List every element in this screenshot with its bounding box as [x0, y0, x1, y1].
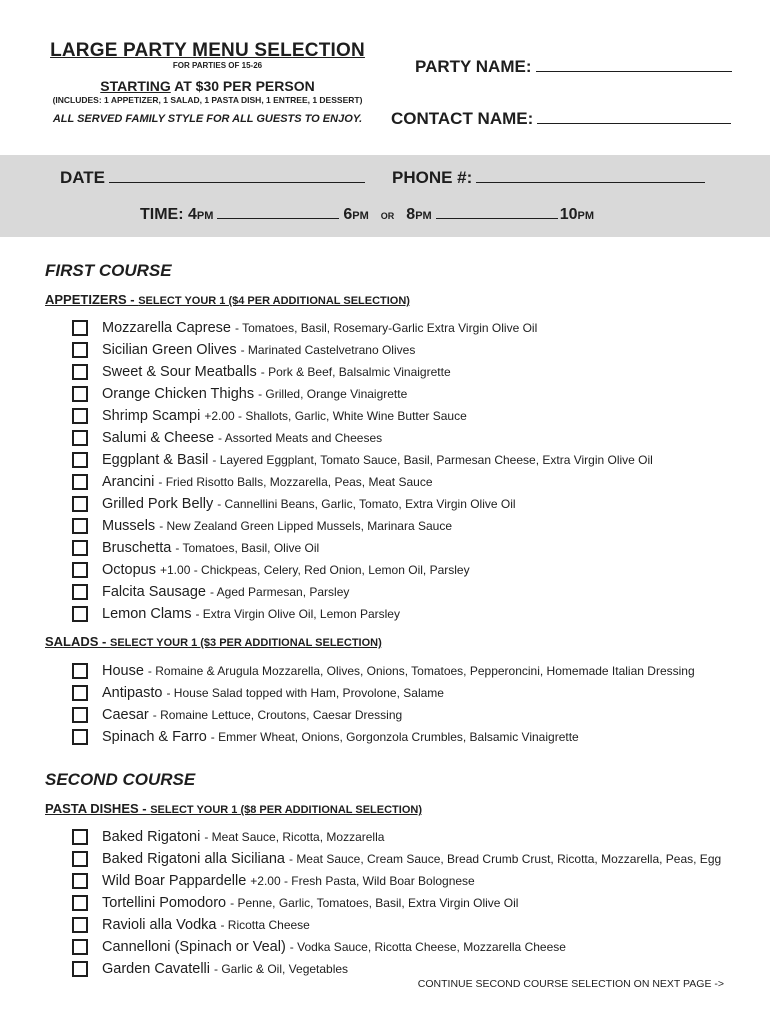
menu-item[interactable]	[72, 515, 452, 537]
item-name: Octopus	[102, 562, 156, 578]
phone-field[interactable]	[392, 168, 705, 188]
party-name-blank[interactable]	[536, 71, 732, 72]
checkbox[interactable]	[72, 606, 88, 622]
second-course-heading: SECOND COURSE	[45, 770, 196, 789]
item-description: - Grilled, Orange Vinaigrette	[258, 387, 408, 401]
family-style-note: ALL SERVED FAMILY STYLE FOR ALL GUESTS TO ENJOY.	[52, 113, 363, 125]
item-name: Caesar	[102, 707, 149, 723]
checkbox[interactable]	[72, 961, 88, 977]
item-name: Falcita Sausage	[102, 584, 206, 600]
or-label: OR	[380, 211, 395, 221]
item-name: Bruschetta	[102, 540, 172, 556]
item-name: Baked Rigatoni	[102, 829, 201, 845]
checkbox[interactable]	[72, 707, 88, 723]
eight-label: 8	[406, 206, 416, 223]
menu-item[interactable]	[72, 383, 407, 405]
menu-item[interactable]	[72, 471, 433, 493]
contact-name-blank[interactable]	[537, 123, 731, 124]
six-label: 6	[343, 206, 353, 223]
checkbox[interactable]	[72, 408, 88, 424]
item-name: Cannelloni (Spinach or Veal)	[102, 939, 286, 955]
item-description: - Meat Sauce, Ricotta, Mozzarella	[204, 830, 385, 844]
checkbox[interactable]	[72, 584, 88, 600]
item-name: Garden Cavatelli	[102, 961, 210, 977]
item-name: Salumi & Cheese	[102, 430, 215, 446]
item-description: - Assorted Meats and Cheeses	[218, 431, 383, 445]
menu-item[interactable]	[72, 726, 579, 748]
item-name: Wild Boar Pappardelle	[102, 873, 247, 889]
checkbox[interactable]	[72, 895, 88, 911]
menu-item[interactable]	[72, 361, 451, 383]
item-name: Lemon Clams	[102, 606, 192, 622]
item-name: Shrimp Scampi	[102, 408, 201, 424]
ten-label: 10	[559, 206, 578, 223]
menu-item[interactable]	[72, 870, 475, 892]
menu-item[interactable]	[72, 493, 516, 515]
checkbox[interactable]	[72, 496, 88, 512]
checkbox[interactable]	[72, 729, 88, 745]
menu-item[interactable]	[72, 936, 566, 958]
continue-note: CONTINUE SECOND COURSE SELECTION ON NEXT PAGE ->	[417, 978, 724, 990]
checkbox[interactable]	[72, 829, 88, 845]
menu-item[interactable]	[72, 317, 537, 339]
time-field	[140, 206, 594, 224]
menu-header	[40, 40, 375, 125]
appetizers-note: SELECT YOUR 1 ($4 PER ADDITIONAL SELECTION)	[138, 295, 410, 307]
item-description: - Romaine Lettuce, Croutons, Caesar Dressing	[152, 708, 403, 722]
checkbox[interactable]	[72, 474, 88, 490]
item-description: - Ricotta Cheese	[220, 918, 310, 932]
item-description: - Tomatoes, Basil, Olive Oil	[175, 541, 320, 555]
item-name: Antipasto	[102, 685, 163, 701]
first-course-heading: FIRST COURSE	[45, 261, 172, 280]
item-description: - Vodka Sauce, Ricotta Cheese, Mozzarella Cheese	[289, 940, 566, 954]
menu-item[interactable]	[72, 848, 721, 870]
item-description: - Fried Risotto Balls, Mozzarella, Peas, Meat Sauce	[158, 475, 433, 489]
item-name: Mussels	[102, 518, 156, 534]
menu-item[interactable]	[72, 449, 653, 471]
menu-item[interactable]	[72, 339, 415, 361]
item-description: - Romaine & Arugula Mozzarella, Olives, Onions, Tomatoes, Pepperoncini, Homemade Italian Dressing	[147, 664, 695, 678]
menu-item[interactable]	[72, 826, 384, 848]
item-description: - Aged Parmesan, Parsley	[209, 585, 350, 599]
appetizers-heading	[45, 292, 410, 307]
item-description: - Meat Sauce, Cream Sauce, Bread Crumb Crust, Ricotta, Mozzarella, Peas, Egg	[288, 852, 722, 866]
item-name: Spinach & Farro	[102, 729, 207, 745]
menu-item[interactable]	[72, 914, 310, 936]
date-label: DATE	[60, 168, 106, 187]
menu-item[interactable]	[72, 682, 444, 704]
party-size-note: FOR PARTIES OF 15-26	[172, 61, 263, 70]
item-description: +2.00 - Shallots, Garlic, White Wine Butter Sauce	[204, 409, 467, 423]
pm-label: PM	[415, 210, 432, 222]
checkbox[interactable]	[72, 452, 88, 468]
menu-item[interactable]	[72, 892, 518, 914]
pm-label: PM	[352, 210, 369, 222]
checkbox[interactable]	[72, 851, 88, 867]
item-description: - Cannellini Beans, Garlic, Tomato, Extra Virgin Olive Oil	[217, 497, 516, 511]
pm-label: PM	[196, 210, 214, 222]
menu-item[interactable]	[72, 704, 402, 726]
menu-item[interactable]	[72, 603, 400, 625]
item-description: - Extra Virgin Olive Oil, Lemon Parsley	[195, 607, 400, 621]
item-description: +2.00 - Fresh Pasta, Wild Boar Bolognese	[250, 874, 475, 888]
item-name: Tortellini Pomodoro	[102, 895, 227, 911]
item-description: - Marinated Castelvetrano Olives	[240, 343, 416, 357]
checkbox[interactable]	[72, 917, 88, 933]
item-description: - New Zealand Green Lipped Mussels, Marinara Sauce	[159, 519, 452, 533]
checkbox[interactable]	[72, 430, 88, 446]
checkbox[interactable]	[72, 562, 88, 578]
checkbox[interactable]	[72, 320, 88, 336]
party-name-field[interactable]	[415, 57, 732, 77]
price-line	[40, 78, 375, 94]
menu-item[interactable]	[72, 958, 348, 980]
menu-item[interactable]	[72, 660, 695, 682]
item-description: - Garlic & Oil, Vegetables	[214, 962, 349, 976]
pm-label: PM	[577, 210, 594, 222]
contact-name-label: CONTACT NAME:	[391, 109, 534, 128]
item-description: - House Salad topped with Ham, Provolone, Salame	[166, 686, 444, 700]
menu-item[interactable]	[72, 427, 382, 449]
pasta-label: PASTA DISHES -	[45, 801, 151, 816]
item-name: Sicilian Green Olives	[102, 342, 237, 358]
item-description: - Pork & Beef, Balsalmic Vinaigrette	[260, 365, 451, 379]
time-label: TIME: 4	[140, 206, 197, 223]
starting-label: STARTING	[100, 78, 171, 94]
time-blank-1[interactable]	[217, 218, 339, 219]
item-description: - Penne, Garlic, Tomatoes, Basil, Extra Virgin Olive Oil	[230, 896, 519, 910]
checkbox[interactable]	[72, 873, 88, 889]
item-name: Eggplant & Basil	[102, 452, 209, 468]
menu-item[interactable]	[72, 581, 349, 603]
item-description: +1.00 - Chickpeas, Celery, Red Onion, Lemon Oil, Parsley	[160, 563, 470, 577]
checkbox[interactable]	[72, 386, 88, 402]
checkbox[interactable]	[72, 364, 88, 380]
menu-item[interactable]	[72, 405, 467, 427]
item-description: - Layered Eggplant, Tomato Sauce, Basil, Parmesan Cheese, Extra Virgin Olive Oil	[212, 453, 653, 467]
item-name: Ravioli alla Vodka	[102, 917, 217, 933]
salads-heading	[45, 634, 382, 649]
party-name-label: PARTY NAME:	[415, 57, 532, 76]
pasta-note: SELECT YOUR 1 ($8 PER ADDITIONAL SELECTION)	[150, 804, 422, 816]
pasta-heading	[45, 801, 422, 816]
checkbox[interactable]	[72, 663, 88, 679]
item-name: Baked Rigatoni alla Siciliana	[102, 851, 285, 867]
date-field[interactable]	[60, 168, 365, 188]
checkbox[interactable]	[72, 540, 88, 556]
date-blank[interactable]	[109, 182, 365, 183]
salads-note: SELECT YOUR 1 ($3 PER ADDITIONAL SELECTION)	[110, 637, 382, 649]
checkbox[interactable]	[72, 518, 88, 534]
item-description: - Tomatoes, Basil, Rosemary-Garlic Extra Virgin Olive Oil	[234, 321, 538, 335]
item-name: Mozzarella Caprese	[102, 320, 231, 336]
item-name: Sweet & Sour Meatballs	[102, 364, 257, 380]
item-name: Orange Chicken Thighs	[102, 386, 255, 402]
item-name: Grilled Pork Belly	[102, 496, 214, 512]
item-name: House	[102, 663, 144, 679]
item-description: - Emmer Wheat, Onions, Gorgonzola Crumbles, Balsamic Vinaigrette	[210, 730, 579, 744]
appetizers-label: APPETIZERS -	[45, 292, 139, 307]
phone-label: PHONE #:	[392, 168, 473, 187]
checkbox[interactable]	[72, 342, 88, 358]
phone-blank[interactable]	[476, 182, 705, 183]
checkbox[interactable]	[72, 685, 88, 701]
includes-note: (INCLUDES: 1 APPETIZER, 1 SALAD, 1 PASTA DISH, 1 ENTREE, 1 DESSERT)	[52, 95, 363, 105]
menu-title: LARGE PARTY MENU SELECTION	[50, 40, 365, 61]
menu-item[interactable]	[72, 559, 470, 581]
time-blank-2[interactable]	[436, 218, 558, 219]
item-name: Arancini	[102, 474, 155, 490]
price-text: AT $30 PER PERSON	[170, 78, 315, 94]
checkbox[interactable]	[72, 939, 88, 955]
salads-label: SALADS -	[45, 634, 110, 649]
menu-item[interactable]	[72, 537, 319, 559]
contact-name-field[interactable]	[391, 109, 731, 129]
